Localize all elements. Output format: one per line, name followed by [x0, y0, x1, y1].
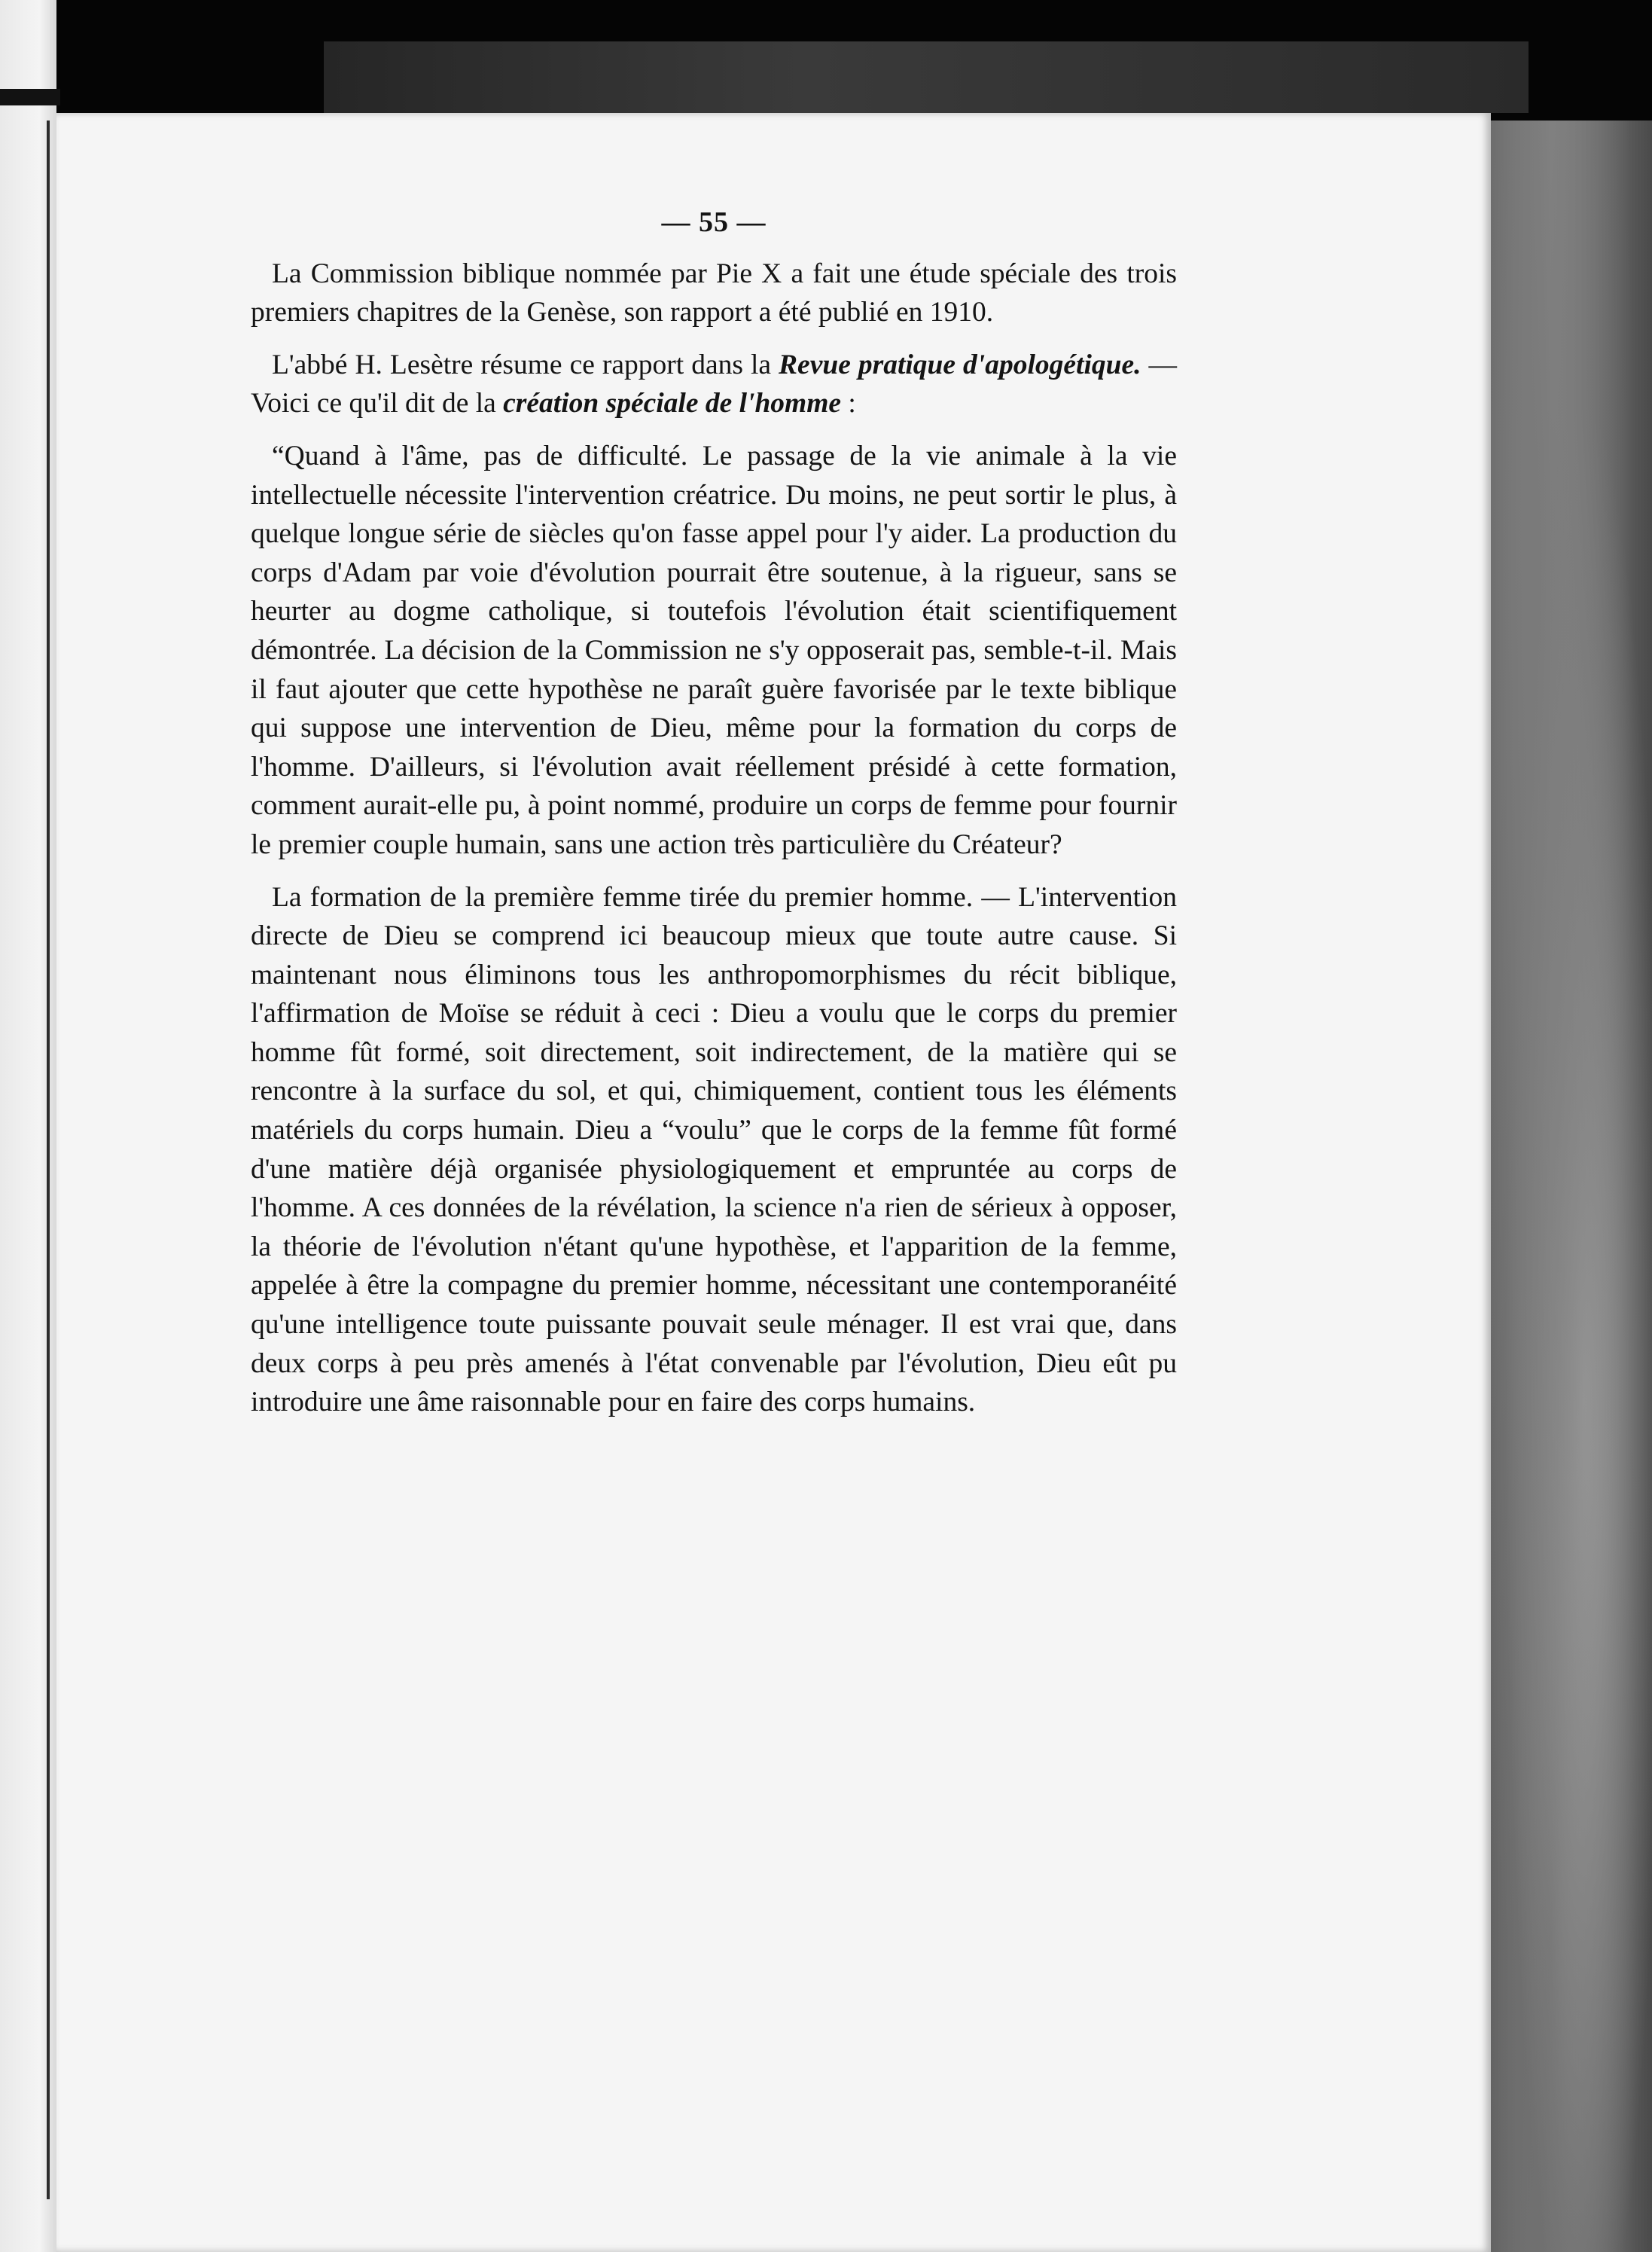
page-number: — 55 — [661, 206, 767, 238]
paragraph-text: La Commission biblique nommée par Pie X a fait une étude spéciale des trois premiers chapitres de la Genèse, son rapport a été publié en 1910. [251, 258, 1177, 328]
topic-title: création spéciale de l'homme [503, 388, 842, 420]
paragraph-text: : [841, 388, 856, 420]
journal-title: Revue pratique d'apologétique. [779, 349, 1141, 380]
page-text [251, 203, 1177, 1436]
page-gutter-line [47, 121, 50, 2199]
paragraph-lesetre [251, 346, 1177, 423]
paragraph-quote [251, 437, 1177, 865]
previous-page-bar [0, 89, 60, 105]
paragraph-text: L'abbé H. Lesètre résume ce rapport dans la [272, 349, 779, 380]
paragraph-text: — Voici ce qu'il dit de la [251, 349, 1177, 420]
scan-top-shadow [324, 41, 1529, 113]
paragraph-text: La formation de la première femme tirée du premier homme. — L'intervention directe de Dieu se comprend ici beaucoup mieux que toute autre cause. Si maintenant nous éliminons tous les anthropomorphismes du récit biblique, l'affirmation de Moïse se réduit à ceci : Dieu a voulu que le corps du premier homme fût formé, soit directement, soit indirectement, de la matière qui se rencontre à la surface du sol, et qui, chimiquement, contient tous les éléments matériels du corps humain. Dieu a “voulu” que le corps de la femme fût formé d'une matière déjà organisée physiologiquement et empruntée au corps de l'homme. A ces données de la révélation, la science n'a rien de sérieux à opposer, la théorie de l'évolution n'étant qu'une hypothèse, et l'apparition de la femme, appelée à être la compagne du premier homme, nécessitant une contemporanéité qu'une intelligence toute puissante pouvait seule ménager. Il est vrai que, dans deux corps à peu près amenés à l'état convenable par l'évolution, Dieu eût pu introduire une âme raisonnable pour en faire des corps humains. [251, 881, 1177, 1418]
paragraph-commission [251, 255, 1177, 332]
paragraph-text: “Quand à l'âme, pas de difficulté. Le passage de la vie animale à la vie intellectuelle nécessite l'intervention créatrice. Du moins, ne peut sortir le plus, à quelque longue série de siècles qu'on fasse appel pour l'y aider. La production du corps d'Adam par voie d'évolution pourrait être soutenue, à la rigueur, sans se heurter au dogme catholique, si toutefois l'évolution était scientifiquement démontrée. La décision de la Commission ne s'y opposerait pas, semble-t-il. Mais il faut ajouter que cette hypothèse ne paraît guère favorisée par le texte biblique qui suppose une intervention de Dieu, même pour la formation du corps de l'homme. D'ailleurs, si l'évolution avait réellement présidé à cette formation, comment aurait-elle pu, à point nommé, produire un corps de femme pour fournir le premier couple humain, sans une action très particulière du Créateur? [251, 440, 1177, 860]
book-edge-texture [1483, 121, 1652, 2252]
paragraph-formation-femme [251, 878, 1177, 1422]
